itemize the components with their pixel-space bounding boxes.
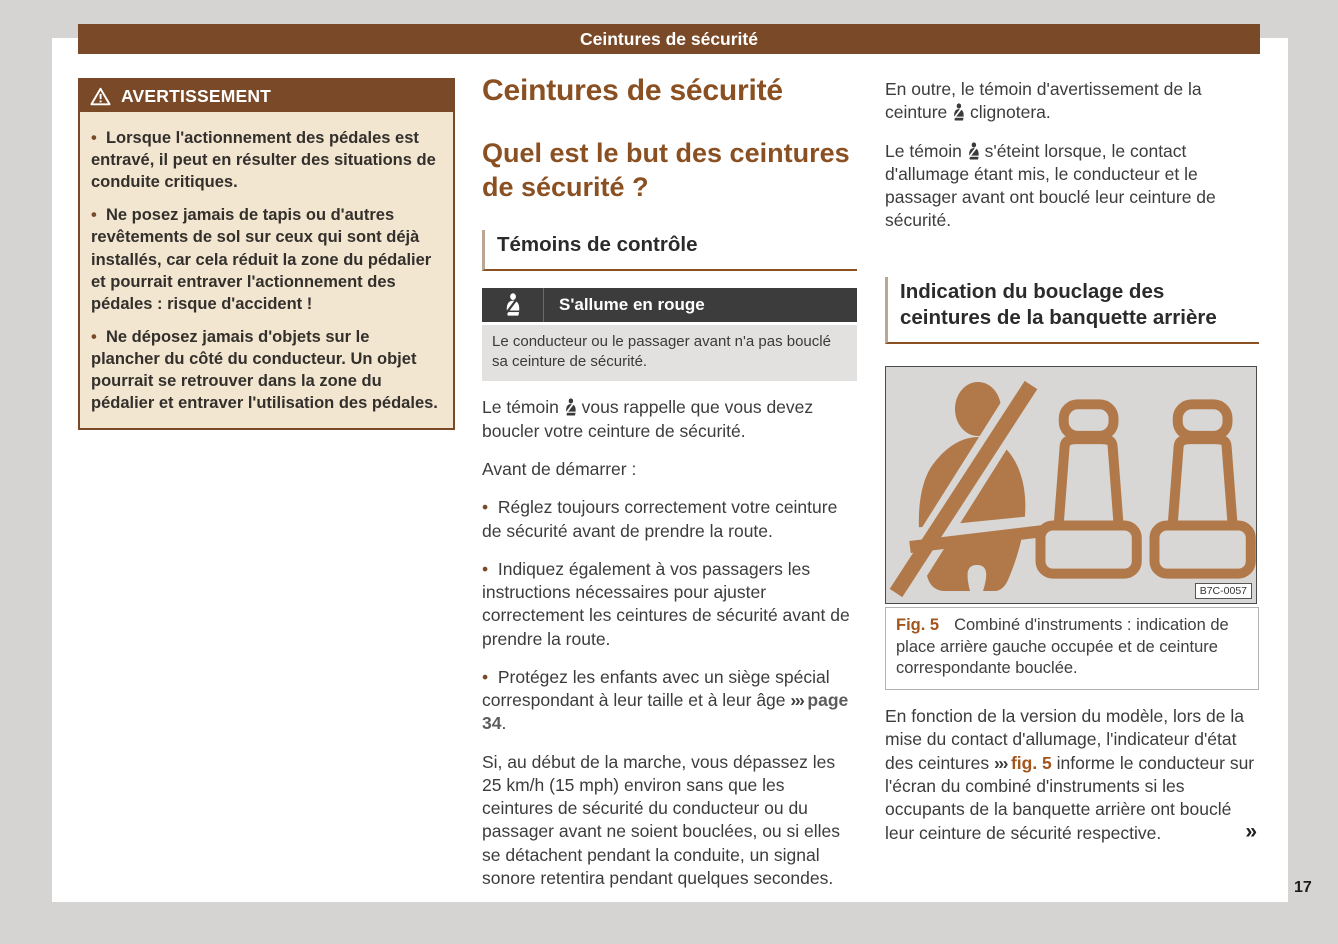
cross-reference-arrows: ›››: [790, 690, 804, 711]
right-column: [885, 72, 1259, 845]
figure-reference-link: fig. 5: [1010, 752, 1052, 773]
warning-box: [78, 78, 455, 430]
text-run: clignotera.: [970, 102, 1051, 123]
middle-column: [482, 72, 857, 890]
text-run: Le témoin: [482, 397, 559, 418]
indicator-table-header: [482, 288, 857, 322]
warning-triangle-icon: [90, 87, 111, 106]
section-title: Quel est le but des ceintures de sécurité ?: [482, 138, 850, 203]
text-run: En outre, le témoin d'avertissement de la ceinture: [885, 79, 1202, 123]
reminder-paragraph: [482, 396, 857, 443]
figure-5-image: [885, 366, 1257, 604]
empty-seat-icon: [1154, 404, 1250, 573]
warning-item: • Ne déposez jamais d'objets sur le plancher du côté du conducteur. Un objet pourrait se retrouver dans la zone du pédalier et entraver l'utilisation des pédales.: [91, 326, 442, 414]
text-run: En fonction de la version du modèle, lors de la mise du contact d'allumage, l'indicateur d'état des ceintures: [885, 706, 1244, 773]
extinguish-paragraph: [885, 140, 1259, 233]
empty-seat-icon: [1040, 404, 1136, 573]
figure-number: Fig. 5: [896, 615, 940, 634]
text-run: s'éteint lorsque, le contact d'allumage étant mis, le conducteur et le passager avant ont bouclé leur ceinture de sécurité.: [885, 140, 1216, 231]
subsection-title: Témoins de contrôle: [482, 230, 857, 271]
subsection-title: Indication du bouclage des ceintures de la banquette arrière: [885, 277, 1259, 344]
warning-item: • Ne posez jamais de tapis ou d'autres revêtements de sol sur ceux qui sont déjà installés, car cela réduit la zone du pédalier et pourrait entraver l'actionnement des pédales : risque d'accident !: [91, 204, 442, 315]
chapter-header-bar: [78, 24, 1260, 54]
seat-belt-icon: [952, 103, 965, 121]
seat-belt-icon: [564, 398, 577, 416]
left-column: [78, 72, 455, 430]
warning-box-header: [80, 80, 453, 112]
text-run: vous rappelle que vous devez boucler votre ceinture de sécurité.: [482, 397, 814, 441]
warning-item: • Lorsque l'actionnement des pédales est entravé, il peut en résulter des situations de conduite critiques.: [91, 127, 442, 193]
list-item: • Indiquez également à vos passagers les instructions nécessaires pour ajuster correctement les ceintures de sécurité avant de prendre la route.: [482, 558, 857, 651]
chapter-title: Ceintures de sécurité: [580, 28, 758, 49]
text-run: Le témoin: [885, 140, 962, 161]
page-title: Ceintures de sécurité: [482, 74, 783, 107]
rear-bench-belt-status-pictogram: [886, 367, 1256, 603]
indicator-state-label: S'allume en rouge: [559, 294, 705, 314]
text-run: informe le conducteur sur l'écran du combiné d'instruments si les occupants de la banquette arrière ont bouclé leur ceinture de sécurité respective.: [885, 752, 1255, 843]
speed-warning-paragraph: Si, au début de la marche, vous dépassez les 25 km/h (15 mph) environ sans que les ceintures de sécurité du conducteur ou du passager avant ne soient bouclées, ou si elles se détachent pendant la conduite, un signal sonore retentira pendant quelques secondes.: [482, 751, 841, 888]
figure-caption: [885, 607, 1259, 690]
page-reference-link: page 34: [482, 690, 849, 734]
warning-box-body: [80, 112, 453, 428]
cross-reference-arrows: ›››: [993, 752, 1007, 773]
text-run: .: [501, 713, 507, 734]
header-divider: [543, 288, 544, 322]
indicator-description: Le conducteur ou le passager avant n'a pas bouclé sa ceinture de sécurité.: [482, 325, 857, 382]
continuation-marker: »: [1245, 820, 1257, 843]
blink-paragraph: [885, 78, 1259, 125]
figure-caption-text: Combiné d'instruments : indication de place arrière gauche occupée et de ceinture correspondante bouclée.: [896, 615, 1229, 678]
seat-belt-icon: [967, 142, 980, 160]
indicator-table: [482, 288, 857, 382]
list-item: [482, 666, 857, 736]
figure-code-label: B7C-0057: [1195, 583, 1252, 599]
list-item: • Réglez toujours correctement votre ceinture de sécurité avant de prendre la route.: [482, 496, 857, 543]
seat-belt-icon: [482, 293, 543, 316]
belted-occupant-icon: [896, 382, 1052, 593]
before-start-line: Avant de démarrer :: [482, 458, 637, 479]
version-paragraph: [885, 705, 1259, 845]
text-run: Protégez les enfants avec un siège spécial correspondant à leur taille et à leur âge: [482, 666, 830, 711]
page-number: 17: [1294, 879, 1312, 896]
warning-title: AVERTISSEMENT: [121, 85, 272, 106]
